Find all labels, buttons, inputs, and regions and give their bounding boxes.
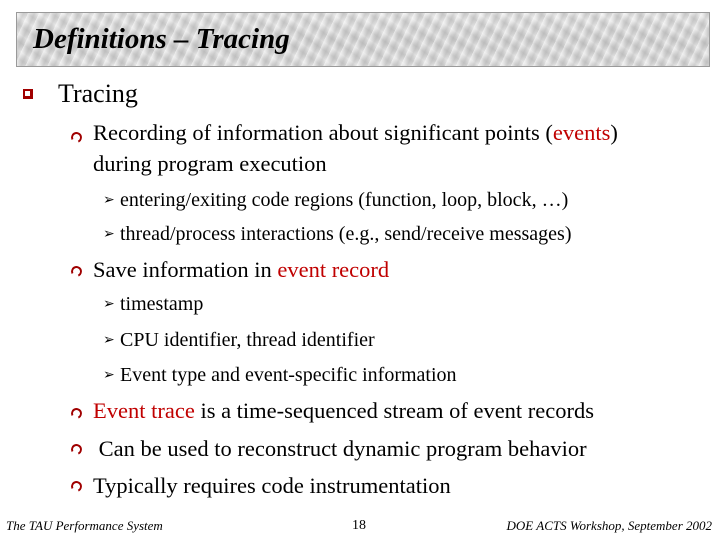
footer-right: DOE ACTS Workshop, September 2002 (506, 518, 712, 533)
title-bar (16, 12, 710, 67)
sub-item-entering (103, 186, 568, 215)
sub-item-text: CPU identifier, thread identifier (120, 329, 375, 351)
ring-bullet-icon (69, 130, 83, 144)
sub-item-timestamp (103, 290, 203, 319)
arrowhead-icon: ➢ (103, 193, 115, 208)
page-number: 18 (352, 518, 366, 533)
ring-bullet-icon (69, 479, 83, 493)
sub-item-text: thread/process interactions (e.g., send/receive messages) (120, 223, 572, 245)
item-save-text: Save information in (93, 257, 278, 282)
sub-item-thread (103, 220, 571, 249)
item-save-event-record: event record (277, 257, 390, 282)
item-recording-close: ) (610, 120, 618, 145)
arrowhead-icon: ➢ (103, 297, 115, 312)
arrowhead-icon: ➢ (103, 227, 115, 242)
sub-item-text: Event type and event-specific information (120, 364, 457, 386)
item-reconstruct: Can be used to reconstruct dynamic program behavior (93, 436, 587, 461)
item-event-trace-text: is a time-sequenced stream of event records (194, 398, 595, 423)
sub-item-text: timestamp (120, 293, 204, 315)
item-recording-text: Recording of information about significant points ( (93, 120, 553, 145)
square-bullet-icon (23, 89, 33, 99)
ring-bullet-icon (69, 442, 83, 456)
heading-tracing: Tracing (58, 79, 138, 108)
arrowhead-icon: ➢ (103, 368, 115, 383)
item-recording-line2: during program execution (93, 151, 327, 176)
slide-title: Definitions – Tracing (33, 23, 290, 55)
ring-bullet-icon (69, 264, 83, 278)
ring-bullet-icon (69, 406, 83, 420)
arrowhead-icon: ➢ (103, 333, 115, 348)
item-recording-line1 (93, 117, 618, 148)
item-event-trace-term: Event trace (93, 398, 195, 423)
sub-item-text: entering/exiting code regions (function, loop, block, …) (120, 189, 569, 211)
sub-item-cpu (103, 326, 375, 355)
item-instrumentation: Typically requires code instrumentation (93, 473, 451, 498)
sub-item-event-type (103, 361, 457, 390)
footer-left: The TAU Performance System (6, 518, 163, 533)
item-recording-events: events (552, 120, 611, 145)
item-save-information (93, 254, 389, 285)
item-event-trace (93, 395, 594, 426)
